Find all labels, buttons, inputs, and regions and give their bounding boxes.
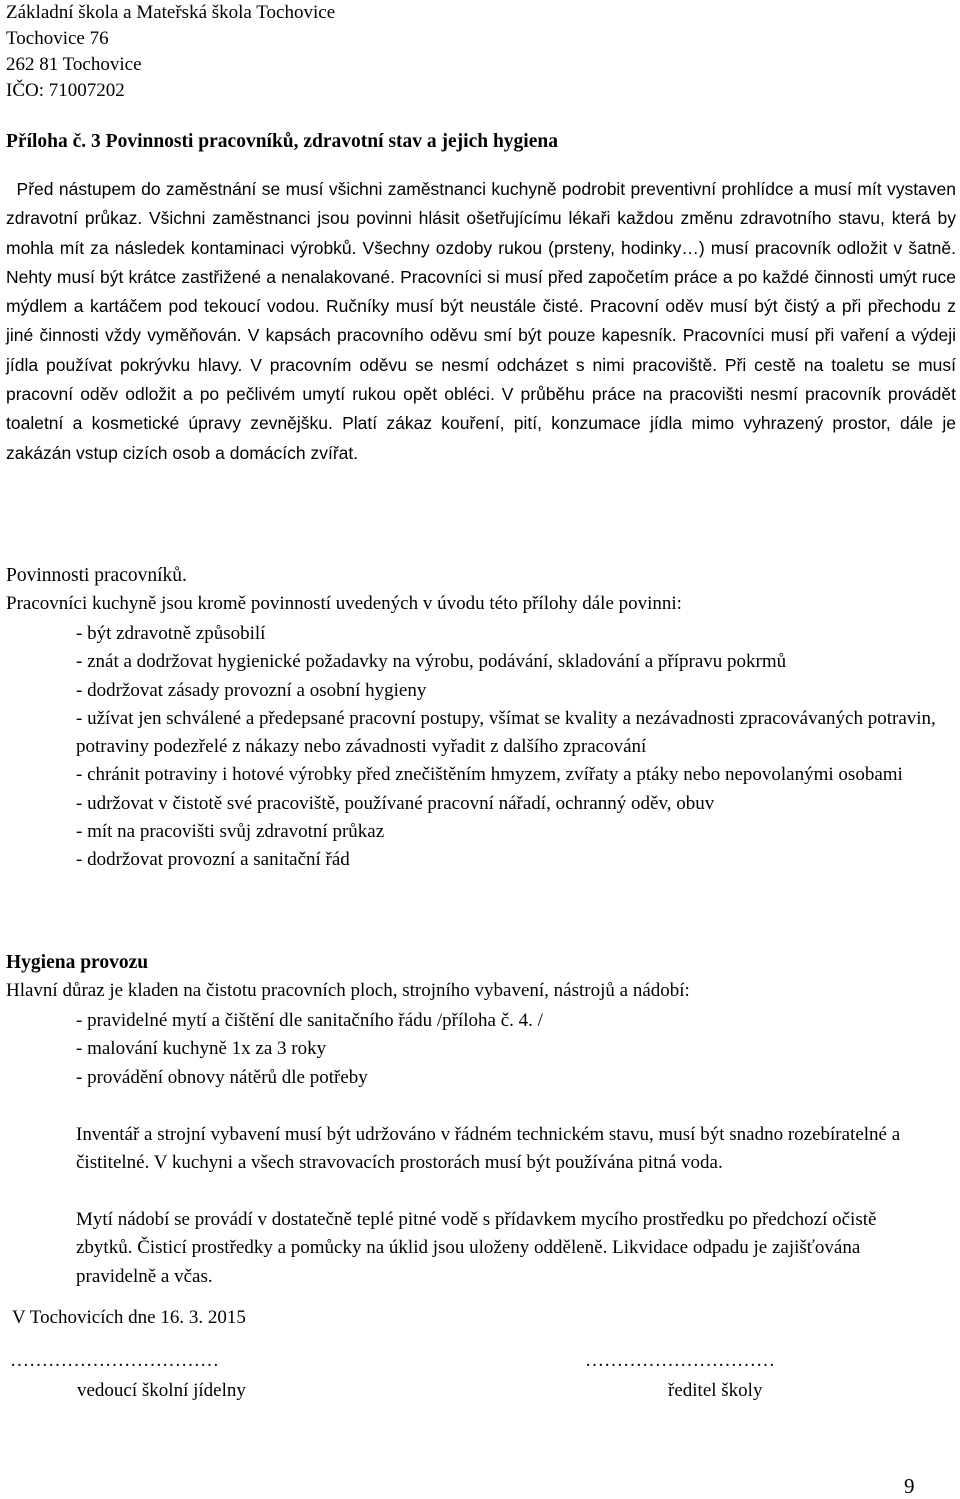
intro-sentence-2: Všichni zaměstnanci jsou povinni hlásit ošetřujícímu lékaři každou změnu zdravotního stavu, která by mohla mít za následek kontaminaci výrobků. <box>6 208 956 258</box>
intro-sentence-7: Pracovní oděv musí být čistý a při přechodu z jiné činnosti vždy vyměňován. <box>6 296 957 346</box>
school-address-street: Tochovice 76 <box>6 28 109 49</box>
school-name: Základní škola a Mateřská škola Tochovice <box>6 2 336 23</box>
inventory-paragraph: Inventář a strojní vybavení musí být udržováno v řádném technickém stavu, musí být snadno rozebíratelné a čistitelné. V kuchyni a všech stravovacích prostorách musí být používána pitná voda. <box>76 1124 901 1174</box>
intro-sentence-5: Pracovníci si musí před započetím práce a po každé činnosti umýt ruce mýdlem a kartáčem pod tekoucí vodou. <box>6 266 956 317</box>
intro-sentence-1: Před nástupem do zaměstnání se musí všichni zaměstnanci kuchyně podrobit preventivní prohlídce a musí mít vystaven zdravotní průkaz. <box>6 179 957 229</box>
signature-line-right: ………………………… <box>585 1350 775 1371</box>
list-item: - malování kuchyně 1x za 3 roky <box>76 1038 327 1060</box>
list-item: - mít na pracovišti svůj zdravotní průkaz <box>76 821 385 843</box>
intro-sentence-6: Ručníky musí být neustále čisté. <box>326 296 584 317</box>
list-item: - dodržovat zásady provozní a osobní hygieny <box>76 679 427 701</box>
place-date: V Tochovicích dne 16. 3. 2015 <box>12 1307 246 1328</box>
intro-sentence-9: Pracovníci musí při vaření a výdeji jídla používat pokrývku hlavy. <box>6 325 957 375</box>
signature-line-left: …………………………… <box>10 1350 219 1371</box>
dishes-paragraph: Mytí nádobí se provádí v dostatečně teplé pitné vodě s přídavkem mycího prostředku po předchozí očistě zbytků. Čisticí prostředky a pomůcky na úklid jsou uloženy odděleně. Likvidace odpadu je zajišťována pravidelně a včas. <box>76 1209 877 1287</box>
intro-sentence-8: V kapsách pracovního oděvu smí být pouze kapesník. <box>247 325 677 346</box>
list-item: - udržovat v čistotě své pracoviště, používané pracovní nářadí, ochranný oděv, obuv <box>76 792 715 814</box>
hygiene-lead: Hlavní důraz je kladen na čistotu pracovních ploch, strojního vybavení, nástrojů a nádobí: <box>6 980 690 1001</box>
duties-lead: Pracovníci kuchyně jsou kromě povinností uvedených v úvodu této přílohy dále povinni: <box>6 593 682 614</box>
list-item: - chránit potraviny i hotové výrobky před znečištěním hmyzem, zvířaty a ptáky nebo nepovolanými osobami <box>76 764 903 786</box>
page-number: 9 <box>904 1474 915 1498</box>
school-address-city: 262 81 Tochovice <box>6 54 142 75</box>
list-item: - užívat jen schválené a předepsané pracovní postupy, všímat se kvality a nezávadnosti zpracovávaných potravin, potraviny podezřelé z nákazy nebo závadnosti vyřadit z dalšího zpracování <box>76 707 936 758</box>
intro-sentence-11: Při cestě na toaletu se musí pracovní oděv odložit a po pečlivém umytí rukou opět obléci. <box>6 354 957 405</box>
hygiene-heading: Hygiena provozu <box>6 952 149 973</box>
duties-list <box>76 620 960 875</box>
intro-sentence-13: Platí zákaz kouření, pití, konzumace jídla mimo vyhrazený prostor, dále je zakázán vstup cizích osob a domácích zvířat. <box>6 413 956 463</box>
intro-paragraph <box>6 175 956 468</box>
hygiene-list <box>76 1007 960 1092</box>
page-title: Příloha č. 3 Povinnosti pracovníků, zdravotní stav a jejich hygiena <box>6 131 558 152</box>
intro-sentence-10: V pracovním oděvu se nesmí odcházet s nimi pracoviště. <box>250 354 718 375</box>
intro-sentence-3: Všechny ozdoby rukou (prsteny, hodinky…) musí pracovník odložit v šatně. <box>362 237 957 258</box>
signature-label-left: vedoucí školní jídelny <box>77 1380 246 1401</box>
duties-heading: Povinnosti pracovníků. <box>6 565 187 586</box>
list-item: - provádění obnovy nátěrů dle potřeby <box>76 1066 368 1088</box>
list-item: - pravidelné mytí a čištění dle sanitačního řádu /příloha č. 4. / <box>76 1010 543 1031</box>
intro-sentence-4: Nehty musí být krátce zastřižené a nenalakované. <box>6 266 396 287</box>
list-item: - dodržovat provozní a sanitační řád <box>76 849 350 871</box>
signature-label-right: ředitel školy <box>668 1380 763 1401</box>
intro-sentence-12: V průběhu práce na pracovišti nesmí pracovník provádět toaletní a kosmetické úpravy zevnějšku. <box>6 384 957 434</box>
list-item: - znát a dodržovat hygienické požadavky na výrobu, podávání, skladování a přípravu pokrmů <box>76 651 787 673</box>
school-ico: IČO: 71007202 <box>6 80 125 101</box>
list-item: - být zdravotně způsobilí <box>76 623 266 644</box>
